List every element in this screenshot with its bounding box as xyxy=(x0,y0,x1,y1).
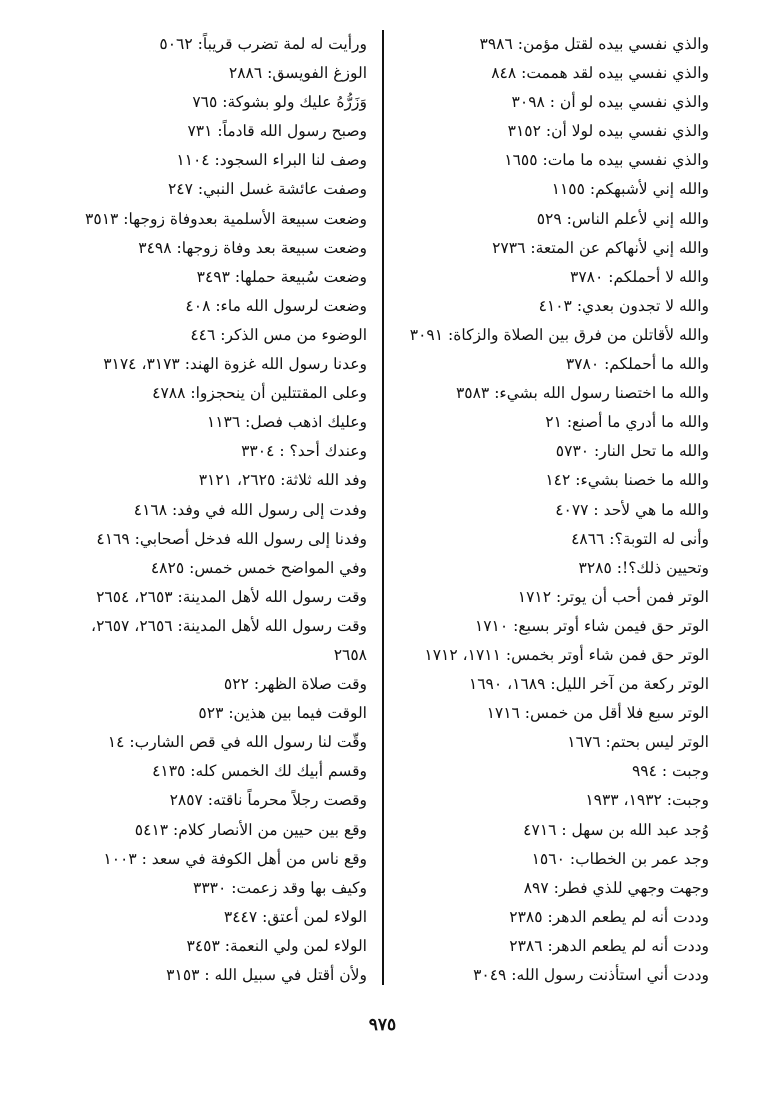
left-column-entry: وقت رسول الله لأهل المدينة: ٢٦٥٦، ٢٦٥٧، xyxy=(91,616,367,635)
left-column-entry: وصبح رسول الله قادماً: ٧٣١ xyxy=(187,122,367,141)
right-column-entry: وجبت: ١٩٣٢، ١٩٣٣ xyxy=(585,791,709,810)
left-column-entry: وقت رسول الله لأهل المدينة: ٢٦٥٣، ٢٦٥٤ xyxy=(96,587,367,606)
left-column-entry: وعلى المقتتلين أن ينحجزوا: ٤٧٨٨ xyxy=(152,384,367,403)
right-column-entry: والله إني لأنهاكم عن المتعة: ٢٧٣٦ xyxy=(492,238,709,257)
right-column-entry: والله إني لأعلم الناس: ٥٢٩ xyxy=(536,209,709,228)
left-column xyxy=(62,30,367,990)
right-column-entry: والله لأقاتلن من فرق بين الصلاة والزكاة: ٣٠٩١ xyxy=(409,325,709,344)
left-column-entry: وقصت رجلاً محرماً ناقته: ٢٨٥٧ xyxy=(169,791,367,810)
right-column-entry: وجهت وجهي للذي فطر: ٨٩٧ xyxy=(523,878,709,897)
right-column-entry: والذي نفسي بيده لولا أن: ٣١٥٢ xyxy=(507,122,709,141)
right-column-entry: والله ما أدري ما أصنع: ٢١ xyxy=(545,413,709,432)
right-column-entry: وددت أني استأذنت رسول الله: ٣٠٤٩ xyxy=(473,966,709,984)
left-column-entry: وعليك اذهب فصل: ١١٣٦ xyxy=(206,413,367,432)
right-column-entry: الوتر ركعة من آخر الليل: ١٦٨٩، ١٦٩٠ xyxy=(468,675,709,694)
right-column-entry: الوتر حق فمن شاء أوتر بخمس: ١٧١١، ١٧١٢ xyxy=(424,645,709,664)
left-column-entry: وقسم أبيك لك الخمس كله: ٤١٣٥ xyxy=(152,762,367,781)
left-column-entry: ٢٦٥٨ xyxy=(333,645,367,664)
right-column-entry: والله ما هي لأحد : ٤٠٧٧ xyxy=(555,500,709,519)
right-column-entry: الوتر ليس بحتم: ١٦٧٦ xyxy=(567,733,709,752)
right-column-entry: وتحيين ذلك؟!: ٣٢٨٥ xyxy=(578,558,709,577)
left-column-entry: الوزغ الفويسق: ٢٨٨٦ xyxy=(228,64,367,83)
right-column xyxy=(379,30,709,990)
left-column-entry: وصفت عائشة غسل النبي: ٢٤٧ xyxy=(167,180,367,199)
left-column-entry: وعندك أحد؟ : ٣٣٠٤ xyxy=(241,442,367,461)
right-column-entry: وجد عمر بن الخطاب: ١٥٦٠ xyxy=(531,849,709,868)
left-column-entry: وصف لنا البراء السجود: ١١٠٤ xyxy=(176,151,367,170)
left-column-entry: وضعت سبيعة بعد وفاة زوجها: ٣٤٩٨ xyxy=(138,238,367,257)
right-column-entry: الوتر فمن أحب أن يوتر: ١٧١٢ xyxy=(517,587,709,606)
left-column-entry: وقت صلاة الظهر: ٥٢٢ xyxy=(223,675,367,694)
right-column-entry: الوتر حق فيمن شاء أوتر بسبع: ١٧١٠ xyxy=(474,616,709,635)
right-column-entry: وجبت : ٩٩٤ xyxy=(631,762,709,781)
column-divider xyxy=(382,30,384,985)
left-column-entry: الولاء لمن أعتق: ٣٤٤٧ xyxy=(223,907,367,926)
left-column-entry: ولأن أقتل في سبيل الله : ٣١٥٣ xyxy=(166,966,367,984)
left-column-entry: وضعت سُبيعة حملها: ٣٤٩٣ xyxy=(196,267,367,286)
right-column-entry: والذي نفسي بيده لو أن : ٣٠٩٨ xyxy=(511,93,709,112)
left-column-entry: وفدنا إلى رسول الله فدخل أصحابي: ٤١٦٩ xyxy=(96,529,367,548)
right-column-entry: الوتر سبع فلا أقل من خمس: ١٧١٦ xyxy=(486,704,709,723)
left-column-entry: وضعت لرسول الله ماء: ٤٠٨ xyxy=(185,296,367,315)
right-column-entry: والله ما تحل النار: ٥٧٣٠ xyxy=(555,442,709,461)
right-column-entry: والذي نفسي بيده لقتل مؤمن: ٣٩٨٦ xyxy=(479,35,709,53)
left-column-entry: وفدت إلى رسول الله في وفد: ٤١٦٨ xyxy=(133,500,367,519)
left-column-entry: الوضوء من مس الذكر: ٤٤٦ xyxy=(190,325,367,344)
left-column-entry: وكيف بها وقد زعمت: ٣٣٣٠ xyxy=(193,878,367,897)
right-column-entry: والله لا أحملكم: ٣٧٨٠ xyxy=(570,267,709,286)
left-column-entry: وقع ناس من أهل الكوفة في سعد : ١٠٠٣ xyxy=(103,849,367,868)
right-column-entry: وُجد عبد الله بن سهل : ٤٧١٦ xyxy=(523,820,709,839)
left-column-entry: الولاء لمن ولي النعمة: ٣٤٥٣ xyxy=(186,936,367,955)
right-column-entry: وددت أنه لم يطعم الدهر: ٢٣٨٦ xyxy=(509,936,709,955)
right-column-entry: والذي نفسي بيده ما مات: ١٦٥٥ xyxy=(504,151,709,170)
right-column-entry: وأنى له التوبة؟: ٤٨٦٦ xyxy=(571,529,709,548)
left-column-entry: وَزَرُّهُ عليك ولو بشوكة: ٧٦٥ xyxy=(192,93,367,112)
right-column-entry: والله إني لأشبهكم: ١١٥٥ xyxy=(551,180,709,199)
right-column-entry: والله ما أحملكم: ٣٧٨٠ xyxy=(565,355,709,374)
left-column-entry: وضعت سبيعة الأسلمية بعدوفاة زوجها: ٣٥١٣ xyxy=(85,209,367,228)
right-column-entry: وددت أنه لم يطعم الدهر: ٢٣٨٥ xyxy=(509,907,709,926)
left-column-entry: الوقت فيما بين هذين: ٥٢٣ xyxy=(198,704,367,723)
left-column-entry: وفي المواضح خمس خمس: ٤٨٢٥ xyxy=(150,558,367,577)
right-column-entry: والله ما اختصنا رسول الله بشيء: ٣٥٨٣ xyxy=(455,384,709,403)
left-column-entry: وفد الله ثلاثة: ٢٦٢٥، ٣١٢١ xyxy=(198,471,367,490)
right-column-entry: والله ما خصنا بشيء: ١٤٢ xyxy=(545,471,709,490)
right-column-entry: والله لا تجدون بعدي: ٤١٠٣ xyxy=(538,296,709,315)
left-column-entry: ورأيت له لمة تضرب قريباً: ٥٠٦٢ xyxy=(159,35,367,53)
left-column-entry: وقع بين حيين من الأنصار كلام: ٥٤١٣ xyxy=(134,820,367,839)
left-column-entry: وعدنا رسول الله غزوة الهند: ٣١٧٣، ٣١٧٤ xyxy=(103,355,367,374)
right-column-entry: والذي نفسي بيده لقد هممت: ٨٤٨ xyxy=(491,64,709,83)
page-number: ٩٧٥ xyxy=(368,1015,397,1035)
left-column-entry: وقّت لنا رسول الله في قص الشارب: ١٤ xyxy=(107,733,367,752)
